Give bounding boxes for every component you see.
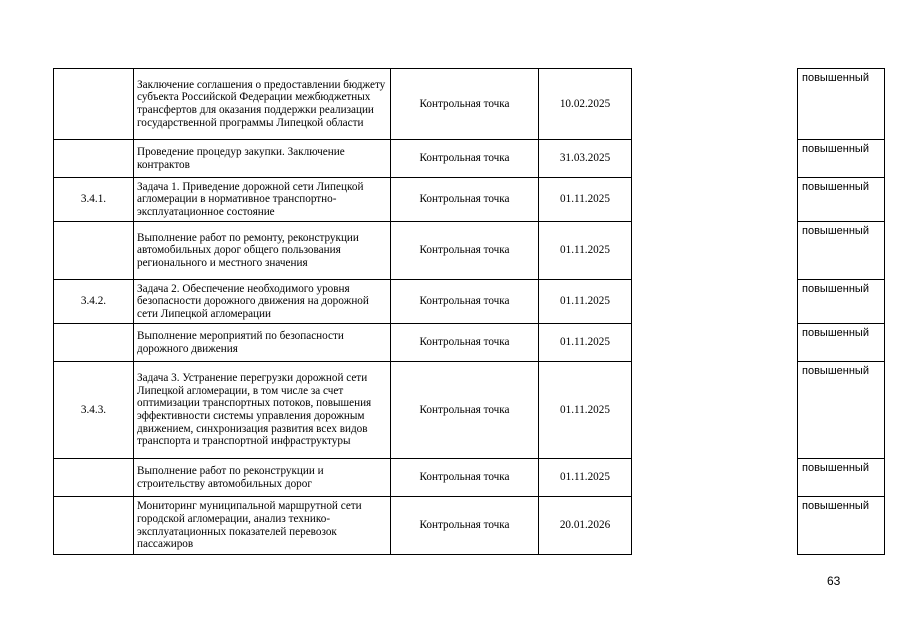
row-type: Контрольная точка [391,69,539,140]
table-row [54,362,632,459]
risk-level-cell: повышенный [798,497,885,555]
row-number [54,324,134,362]
risk-level-cell: повышенный [798,459,885,497]
table-row [54,459,632,497]
row-description: Задача 3. Устранение перегрузки дорожной сети Липецкой агломерации, в том числе за счет оптимизации транспортных потоков, повышения эффективности системы управления дорожным движением, синхронизация развития всех видов транспорта и транспортной инфраструктуры [134,362,391,459]
row-date: 01.11.2025 [539,178,632,222]
table-row [54,497,632,555]
row-description: Мониторинг муниципальной маршрутной сети городской агломерации, анализ технико-эксплуатационных показателей перевозок пассажиров [134,497,391,555]
risk-level-cell: повышенный [798,362,885,459]
row-description: Выполнение работ по реконструкции и строительству автомобильных дорог [134,459,391,497]
risk-level-cell: повышенный [798,222,885,280]
row-date: 01.11.2025 [539,222,632,280]
row-type: Контрольная точка [391,178,539,222]
row-number [54,459,134,497]
row-number [54,140,134,178]
row-number: 3.4.3. [54,362,134,459]
row-type: Контрольная точка [391,362,539,459]
risk-level-cell: повышенный [798,280,885,324]
row-description: Задача 1. Приведение дорожной сети Липецкой агломерации в нормативное транспортно-эксплуатационное состояние [134,178,391,222]
row-date: 01.11.2025 [539,459,632,497]
table-row [54,69,632,140]
table-row [54,140,632,178]
row-type: Контрольная точка [391,280,539,324]
page-number: 63 [827,574,841,588]
risk-level-cell: повышенный [798,69,885,140]
row-description: Заключение соглашения о предоставлении бюджету субъекта Российской Федерации межбюджетных трансфертов для оказания поддержки реализации государственной программы Липецкой области [134,69,391,140]
row-date: 31.03.2025 [539,140,632,178]
row-description: Выполнение работ по ремонту, реконструкции автомобильных дорог общего пользования регионального и местного значения [134,222,391,280]
row-type: Контрольная точка [391,459,539,497]
row-date: 01.11.2025 [539,362,632,459]
control-points-table [53,68,632,555]
table-row [54,324,632,362]
row-type: Контрольная точка [391,140,539,178]
risk-level-cell: повышенный [798,324,885,362]
risk-level-column [797,68,885,555]
row-date: 01.11.2025 [539,324,632,362]
row-number: 3.4.2. [54,280,134,324]
row-description: Проведение процедур закупки. Заключение контрактов [134,140,391,178]
row-number [54,497,134,555]
row-description: Выполнение мероприятий по безопасности дорожного движения [134,324,391,362]
table-row [54,280,632,324]
row-number: 3.4.1. [54,178,134,222]
row-description: Задача 2. Обеспечение необходимого уровня безопасности дорожного движения на дорожной сети Липецкой агломерации [134,280,391,324]
row-type: Контрольная точка [391,497,539,555]
row-type: Контрольная точка [391,324,539,362]
risk-level-cell: повышенный [798,140,885,178]
row-number [54,222,134,280]
row-date: 10.02.2025 [539,69,632,140]
row-date: 20.01.2026 [539,497,632,555]
table-row [54,178,632,222]
risk-level-cell: повышенный [798,178,885,222]
row-date: 01.11.2025 [539,280,632,324]
row-type: Контрольная точка [391,222,539,280]
row-number [54,69,134,140]
table-row [54,222,632,280]
